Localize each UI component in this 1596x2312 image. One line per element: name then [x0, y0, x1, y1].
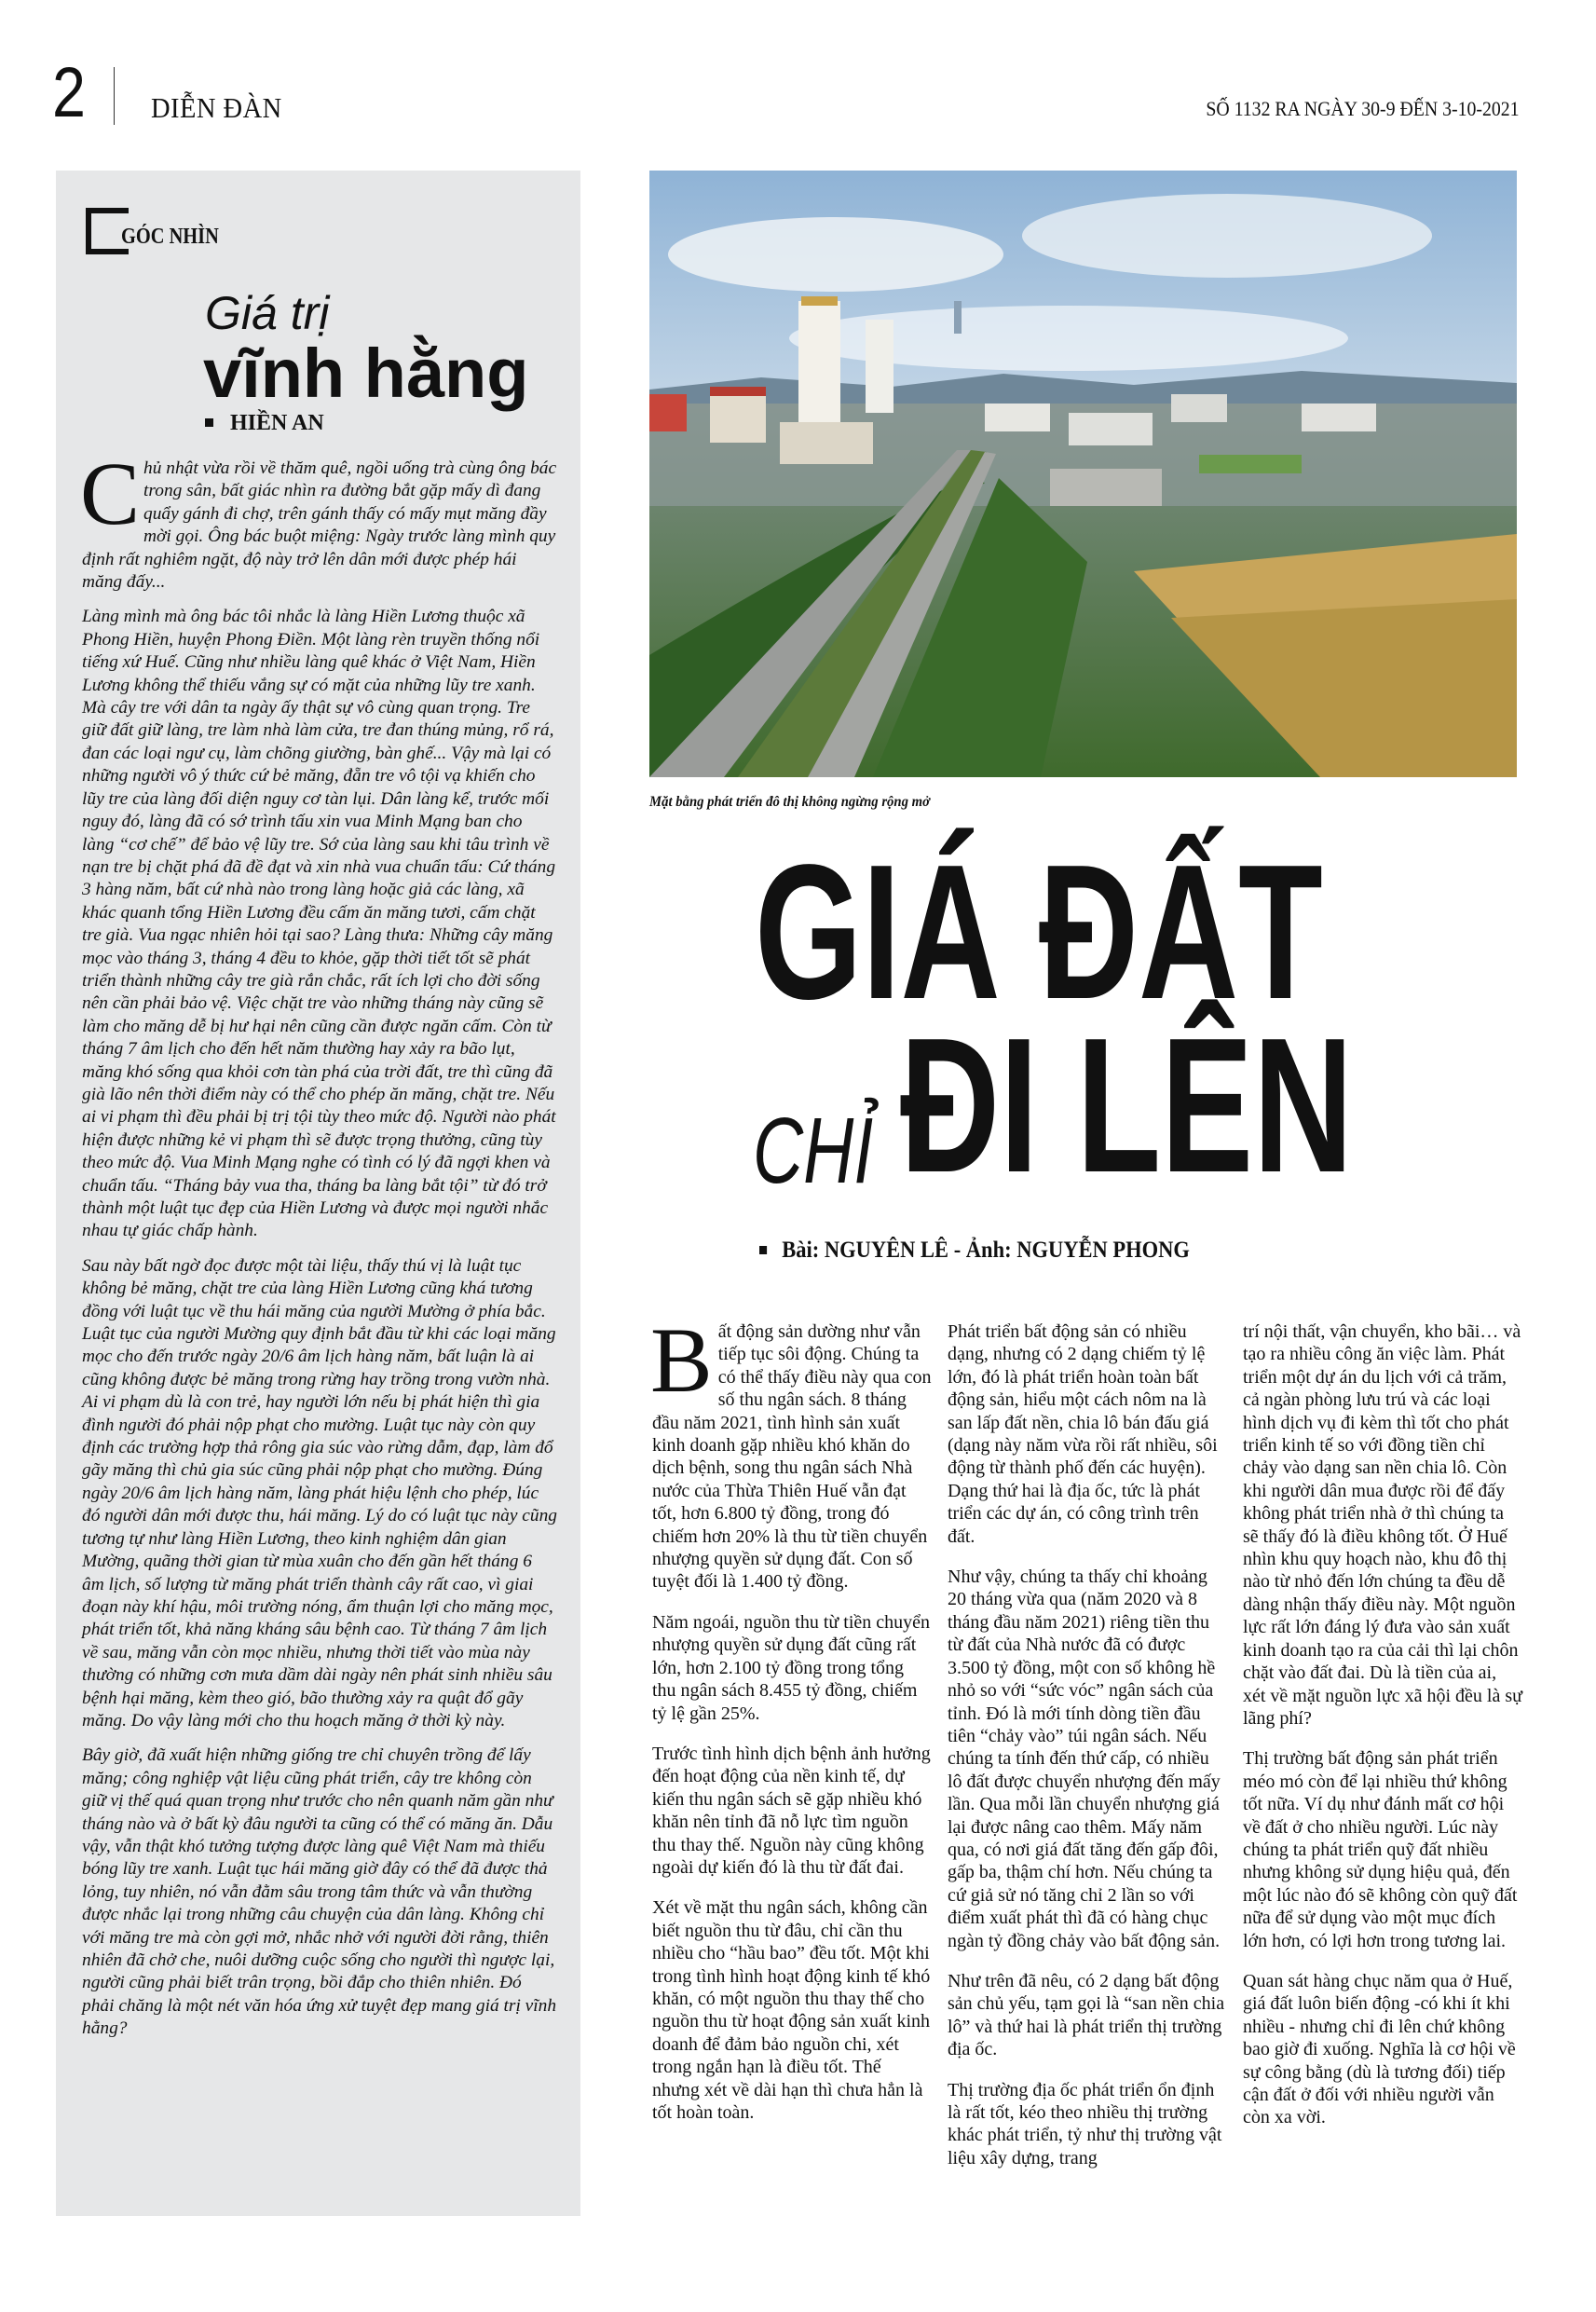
paragraph: Trước tình hình dịch bệnh ảnh hưởng đến hoạt động của nền kinh tế, dự kiến thu ngân sách sẽ gặp nhiều khó khăn nên tỉnh đã nỗ lực tìm nguồn thu thay thế. Nguồn này cũng không ngoài dự kiến đó là thu từ đất đai.: [652, 1743, 931, 1878]
sidebar-kicker: Giá trị: [205, 287, 330, 339]
photo-caption: Mặt bằng phát triển đô thị không ngừng rộng mở: [649, 794, 930, 810]
paragraph: Như trên đã nêu, có 2 dạng bất động sản chủ yếu, tạm gọi là “san nền chia lô” và thứ hai là phát triển thị trường địa ốc.: [948, 1970, 1225, 2060]
article-column-1: [650, 1308, 932, 2141]
paragraph: Năm ngoái, nguồn thu từ tiền chuyển nhượng quyền sử dụng đất cũng rất lớn, hơn 2.100 tỷ đồng trong tổng thu ngân sách 8.455 tỷ đồng, chiếm tỷ lệ gần 25%.: [652, 1611, 931, 1724]
headline-line-1: GIÁ ĐẤT: [755, 825, 1323, 1039]
paragraph: Thị trường địa ốc phát triển ổn định là rất tốt, kéo theo nhiều thị trường khác phát triển, tỷ như thị trường vật liệu xây dựng, trang: [948, 2079, 1222, 2168]
paragraph: [80, 444, 557, 594]
paragraph: Phát triển bất động sản có nhiều dạng, nhưng có 2 dạng chiếm tỷ lệ lớn, đó là phát triển hoàn toàn bất động sản, hiểu một cách nôm na là san lấp đất nền, chia lô bán đấu giá (dạng này năm vừa rồi rất nhiều, sôi động từ thành phố đến các huyện). Dạng thứ hai là địa ốc, tức là phát triển các dự án, có công trình trên đất.: [948, 1321, 1218, 1547]
sidebar-title: vĩnh hằng: [203, 335, 529, 412]
headline-line-2: ĐI LÊN: [900, 998, 1354, 1212]
paragraph: Làng mình mà ông bác tôi nhắc là làng Hiền Lương thuộc xã Phong Hiền, huyện Phong Điền. Một làng rèn truyền thống nổi tiếng xứ Huế. Cũng như nhiều làng quê khác ở Việt Nam, Hiền Lương không thể thiếu vắng sự có mặt của những lũy tre xanh. Mà cây tre với dân ta ngày ấy thật sự vô cùng quan trọng. Tre giữ đất giữ làng, tre làm nhà làm cửa, tre đan thúng mủng, rổ rá, đan các loại ngư cụ, làm chõng giường, bàn ghế... Vậy mà lại có những người vô ý thức cứ bẻ măng, đẵn tre vô tội vạ khiến cho lũy tre của làng đối diện nguy cơ tàn lụi. Dân làng kể, trước mối nguy đó, làng đã có sớ trình tấu xin vua Minh Mạng ban cho làng “cơ chế” để bảo vệ lũy tre. Sớ của làng sau khi tâu trình về nạn tre bị chặt phá đã đề đạt và xin nhà vua chuẩn tấu: Cứ tháng 3 hàng năm, bất cứ nhà nào trong làng hoặc giả các làng, xã khác quanh tổng Hiền Lương đều cấm ăn măng tươi, cấm chặt tre già. Vua ngạc nhiên hỏi tại sao? Làng thưa: Những cây măng mọc vào tháng 3, tháng 4 đều to khỏe, gặp thời tiết tốt sẽ phát triển thành những cây tre già rắn chắc, rất ích lợi cho đời sống nên cần phải bảo vệ. Việc chặt tre vào những tháng này cũng sẽ làm cho măng dễ bị hư hại nên cũng cần được ngăn cấm. Còn từ tháng 7 âm lịch cho đến hết năm thường hay xảy ra bão lụt, măng khó sống qua khỏi cơn tàn phá của trời đất, tre thì cũng đã già lão nên thời điểm này có thể cho phép ăn măng, chặt tre. Nếu ai vi phạm thì đều phải bị trị tội tùy theo mức độ. Người nào phát hiện được những kẻ vi phạm thì sẽ được trọng thưởng, cũng tùy theo mức độ. Vua Minh Mạng nghe có tình có lý đã ngợi khen và chuẩn tấu. “Tháng bảy vua tha, tháng ba làng bắt tội” từ đó trở thành một luật tục đẹp của Hiền Lương và được mọi người nhắc nhau tự giác chấp hành.: [82, 607, 556, 1241]
paragraph-text: ất động sản dường như vẫn tiếp tục sôi động. Chúng ta có thể thấy điều này qua con số thu ngân sách. 8 tháng đầu năm 2021, tình hình sản xuất kinh doanh gặp nhiều khó khăn do dịch bệnh, song thu ngân sách Nhà nước của Thừa Thiên Huế vẫn đạt tốt, hơn 6.800 tỷ đồng, trong đó chiếm hơn 20% là thu từ tiền chuyển nhượng quyền sử dụng đất. Con số tuyệt đối là 1.400 tỷ đồng.: [652, 1321, 932, 1593]
bracket-icon: [86, 208, 116, 254]
bullet-icon: [759, 1246, 767, 1254]
paragraph: Thị trường bất động sản phát triển méo mó còn để lại nhiều thứ không tốt nữa. Ví dụ như đánh mất cơ hội về đất ở cho nhiều người. Lúc này chúng ta phát triển quỹ đất nhiều nhưng không sử dụng hiệu quả, đến một lúc nào đó sẽ không còn quỹ đất nữa để sử dụng vào một mục đích lớn hơn, có lợi hơn trong tương lai.: [1243, 1748, 1518, 1951]
paragraph: Như vậy, chúng ta thấy chỉ khoảng 20 tháng vừa qua (năm 2020 và 8 tháng đầu năm 2021) riêng tiền thu từ đất của Nhà nước đã có được 3.500 tỷ đồng, một con số không hề nhỏ so với “sức vóc” ngân sách của tỉnh. Đó là mới tính dòng tiền đầu tiên “chảy vào” túi ngân sách. Nếu chúng ta tính đến thứ cấp, có nhiều lô đất được chuyển nhượng đến mấy lần. Qua mỗi lần chuyển nhượng giá lại được nâng cao thêm. Mấy năm qua, có nơi giá đất tăng đến gấp đôi, gấp ba, thậm chí hơn. Nếu chúng ta cứ giả sử nó tăng chỉ 2 lần so với điểm xuất phát thì đã có hàng chục ngàn tỷ đồng chảy vào bất động sản.: [948, 1566, 1221, 1951]
city-aerial-photo: [649, 171, 1517, 777]
article-column-3: [1243, 1320, 1522, 2147]
bullet-icon: [205, 418, 213, 427]
drop-cap: C: [80, 444, 141, 543]
sidebar-column: [56, 171, 580, 2216]
paragraph: Quan sát hàng chục năm qua ở Huế, giá đất luôn biến động -có khi ít khi nhiều - nhưng chỉ đi lên chứ không bao giờ đi xuống. Nghĩa là cơ hội về sự công bằng (dù là tương đối) tiếp cận đất ở đối với nhiều người vẫn còn xa vời.: [1243, 1970, 1516, 2128]
byline-text: Bài: NGUYÊN LÊ - Ảnh: NGUYỄN PHONG: [782, 1238, 1190, 1263]
drop-cap: B: [650, 1308, 713, 1412]
header-divider: [114, 67, 115, 125]
section-title: DIỄN ĐÀN: [151, 91, 282, 124]
paragraph-text: hủ nhật vừa rồi về thăm quê, ngồi uống trà cùng ông bác trong sân, bất giác nhìn ra đường bắt gặp mấy dì đang quẩy gánh đi chợ, trên gánh thấy có mấy mụt măng đầy mời gọi. Ông bác buột miệng: Ngày trước làng mình quy định rất nghiêm ngặt, độ này trở lên dân mới được phép hái măng đấy...: [82, 458, 557, 593]
article-column-2: [948, 1320, 1227, 2187]
byline: [759, 1238, 1190, 1264]
paragraph: Xét về mặt thu ngân sách, không cần biết nguồn thu từ đâu, chỉ cần thu nhiều cho “hầu bao” đều tốt. Một khi trong tình hình hoạt động kinh tế khó khăn, có một nguồn thu thay thế cho nguồn thu từ hoạt động sản xuất kinh doanh để đảm bảo nguồn chi, xét trong ngắn hạn là điều tốt. Thế nhưng xét về dài hạn thì chưa hẳn là tốt hoàn toàn.: [652, 1897, 931, 2123]
sidebar-body: [80, 444, 557, 2053]
paragraph: trí nội thất, vận chuyển, kho bãi… và tạo ra nhiều công ăn việc làm. Phát triển một dự án du lịch với cả trăm, cả ngàn phòng lưu trú và các loại hình dịch vụ đi kèm thì tốt cho phát triển kinh tế so với đồng tiền chỉ chảy vào dạng san nền chia lô. Còn khi người dân mua được rồi để đấy không phát triển nhà ở thì chúng ta sẽ thấy đó là điều không tốt. Ở Huế nhìn khu quy hoạch nào, khu đô thị nào từ nhỏ đến lớn chúng ta đều dễ dàng nhận thấy điều này. Một nguồn lực rất lớn đáng lý đưa vào sản xuất kinh doanh tạo ra của cải thì lại chôn chặt vào đất đai. Dù là tiền của ai, xét về mặt nguồn lực xã hội đều là sự lãng phí?: [1243, 1321, 1522, 1729]
issue-date: SỐ 1132 RA NGÀY 30-9 ĐẾN 3-10-2021: [1206, 97, 1520, 120]
page-number: 2: [52, 53, 86, 132]
paragraph: [650, 1308, 932, 1594]
headline-small-word: CHỈ: [753, 1099, 874, 1203]
sidebar-author: [205, 411, 324, 436]
column-label: GÓC NHÌN: [121, 225, 219, 249]
paragraph: Sau này bất ngờ đọc được một tài liệu, thấy thú vị là luật tục không bẻ măng, chặt tre của làng Hiền Lương cũng khá tương đồng với luật tục về thu hái măng của người Mường ở phía bắc. Luật tục của người Mường quy định bắt đầu từ khi các loại măng mọc cho đến trước ngày 20/6 âm lịch hàng năm, bất luận là ai cũng không được bẻ măng trong rừng hay trồng trong vườn nhà. Ai vi phạm dù là con trẻ, hay người lớn nếu bị phát hiện thì gia đình người đó phải nộp phạt cho mường. Luật tục này còn quy định các trường hợp thả rông gia súc vào rừng dẫm, đạp, làm đổ gãy măng thì chủ gia súc cũng phải nộp phạt cho mường. Đúng ngày 20/6 âm lịch hàng năm, làng phát hiệu lệnh cho phép, lúc đó người dân mới được thu, hái măng. Lý do có luật tục này cũng tương tự như làng Hiền Lương, theo kinh nghiệm dân gian Mường, quãng thời gian từ mùa xuân cho đến gần hết tháng 6 âm lịch, số lượng từ măng phát triển thành cây rất cao, vì giai đoạn này khí hậu, môi trường nóng, ẩm thuận lợi cho măng mọc, phát triển tốt, khả năng kháng sâu bệnh cao. Từ tháng 7 âm lịch về sau, măng vẫn còn mọc nhiều, nhưng thời tiết vào mùa này thường có những cơn mưa dầm dài ngày nên phát sinh nhiều sâu bệnh hại măng, kèm theo gió, bão thường xảy ra quật đổ gãy măng. Do vậy làng mới cho thu hoạch măng ở thời kỳ này.: [82, 1255, 557, 1731]
author-name: HIỀN AN: [230, 411, 324, 435]
paragraph: Bây giờ, đã xuất hiện những giống tre chỉ chuyên trồng để lấy măng; công nghiệp vật liệu cũng phát triển, cây tre không còn giữ vị thế quá quan trọng như trước cho nên quanh năm gần như tháng nào và ở bất kỳ đâu người ta cũng có thể có măng ăn. Dẫu vậy, vẫn thật khó tưởng tượng được làng quê Việt Nam mà thiếu bóng lũy tre xanh. Luật tục hái măng giờ đây có thể đã được thả lỏng, tuy nhiên, nó vẫn đằm sâu trong tâm thức và vẫn thường được nhắc lại trong những câu chuyện của dân làng. Không chỉ với măng tre mà còn gợi mở, nhắc nhở với người đời rằng, thiên nhiên đã chở che, nuôi dưỡng cuộc sống cho người thì ngược lại, người cũng phải biết trân trọng, bồi đắp cho thiên nhiên. Đó phải chăng là một nét văn hóa ứng xử tuyệt đẹp mang giá trị vĩnh hằng?: [82, 1745, 557, 2039]
